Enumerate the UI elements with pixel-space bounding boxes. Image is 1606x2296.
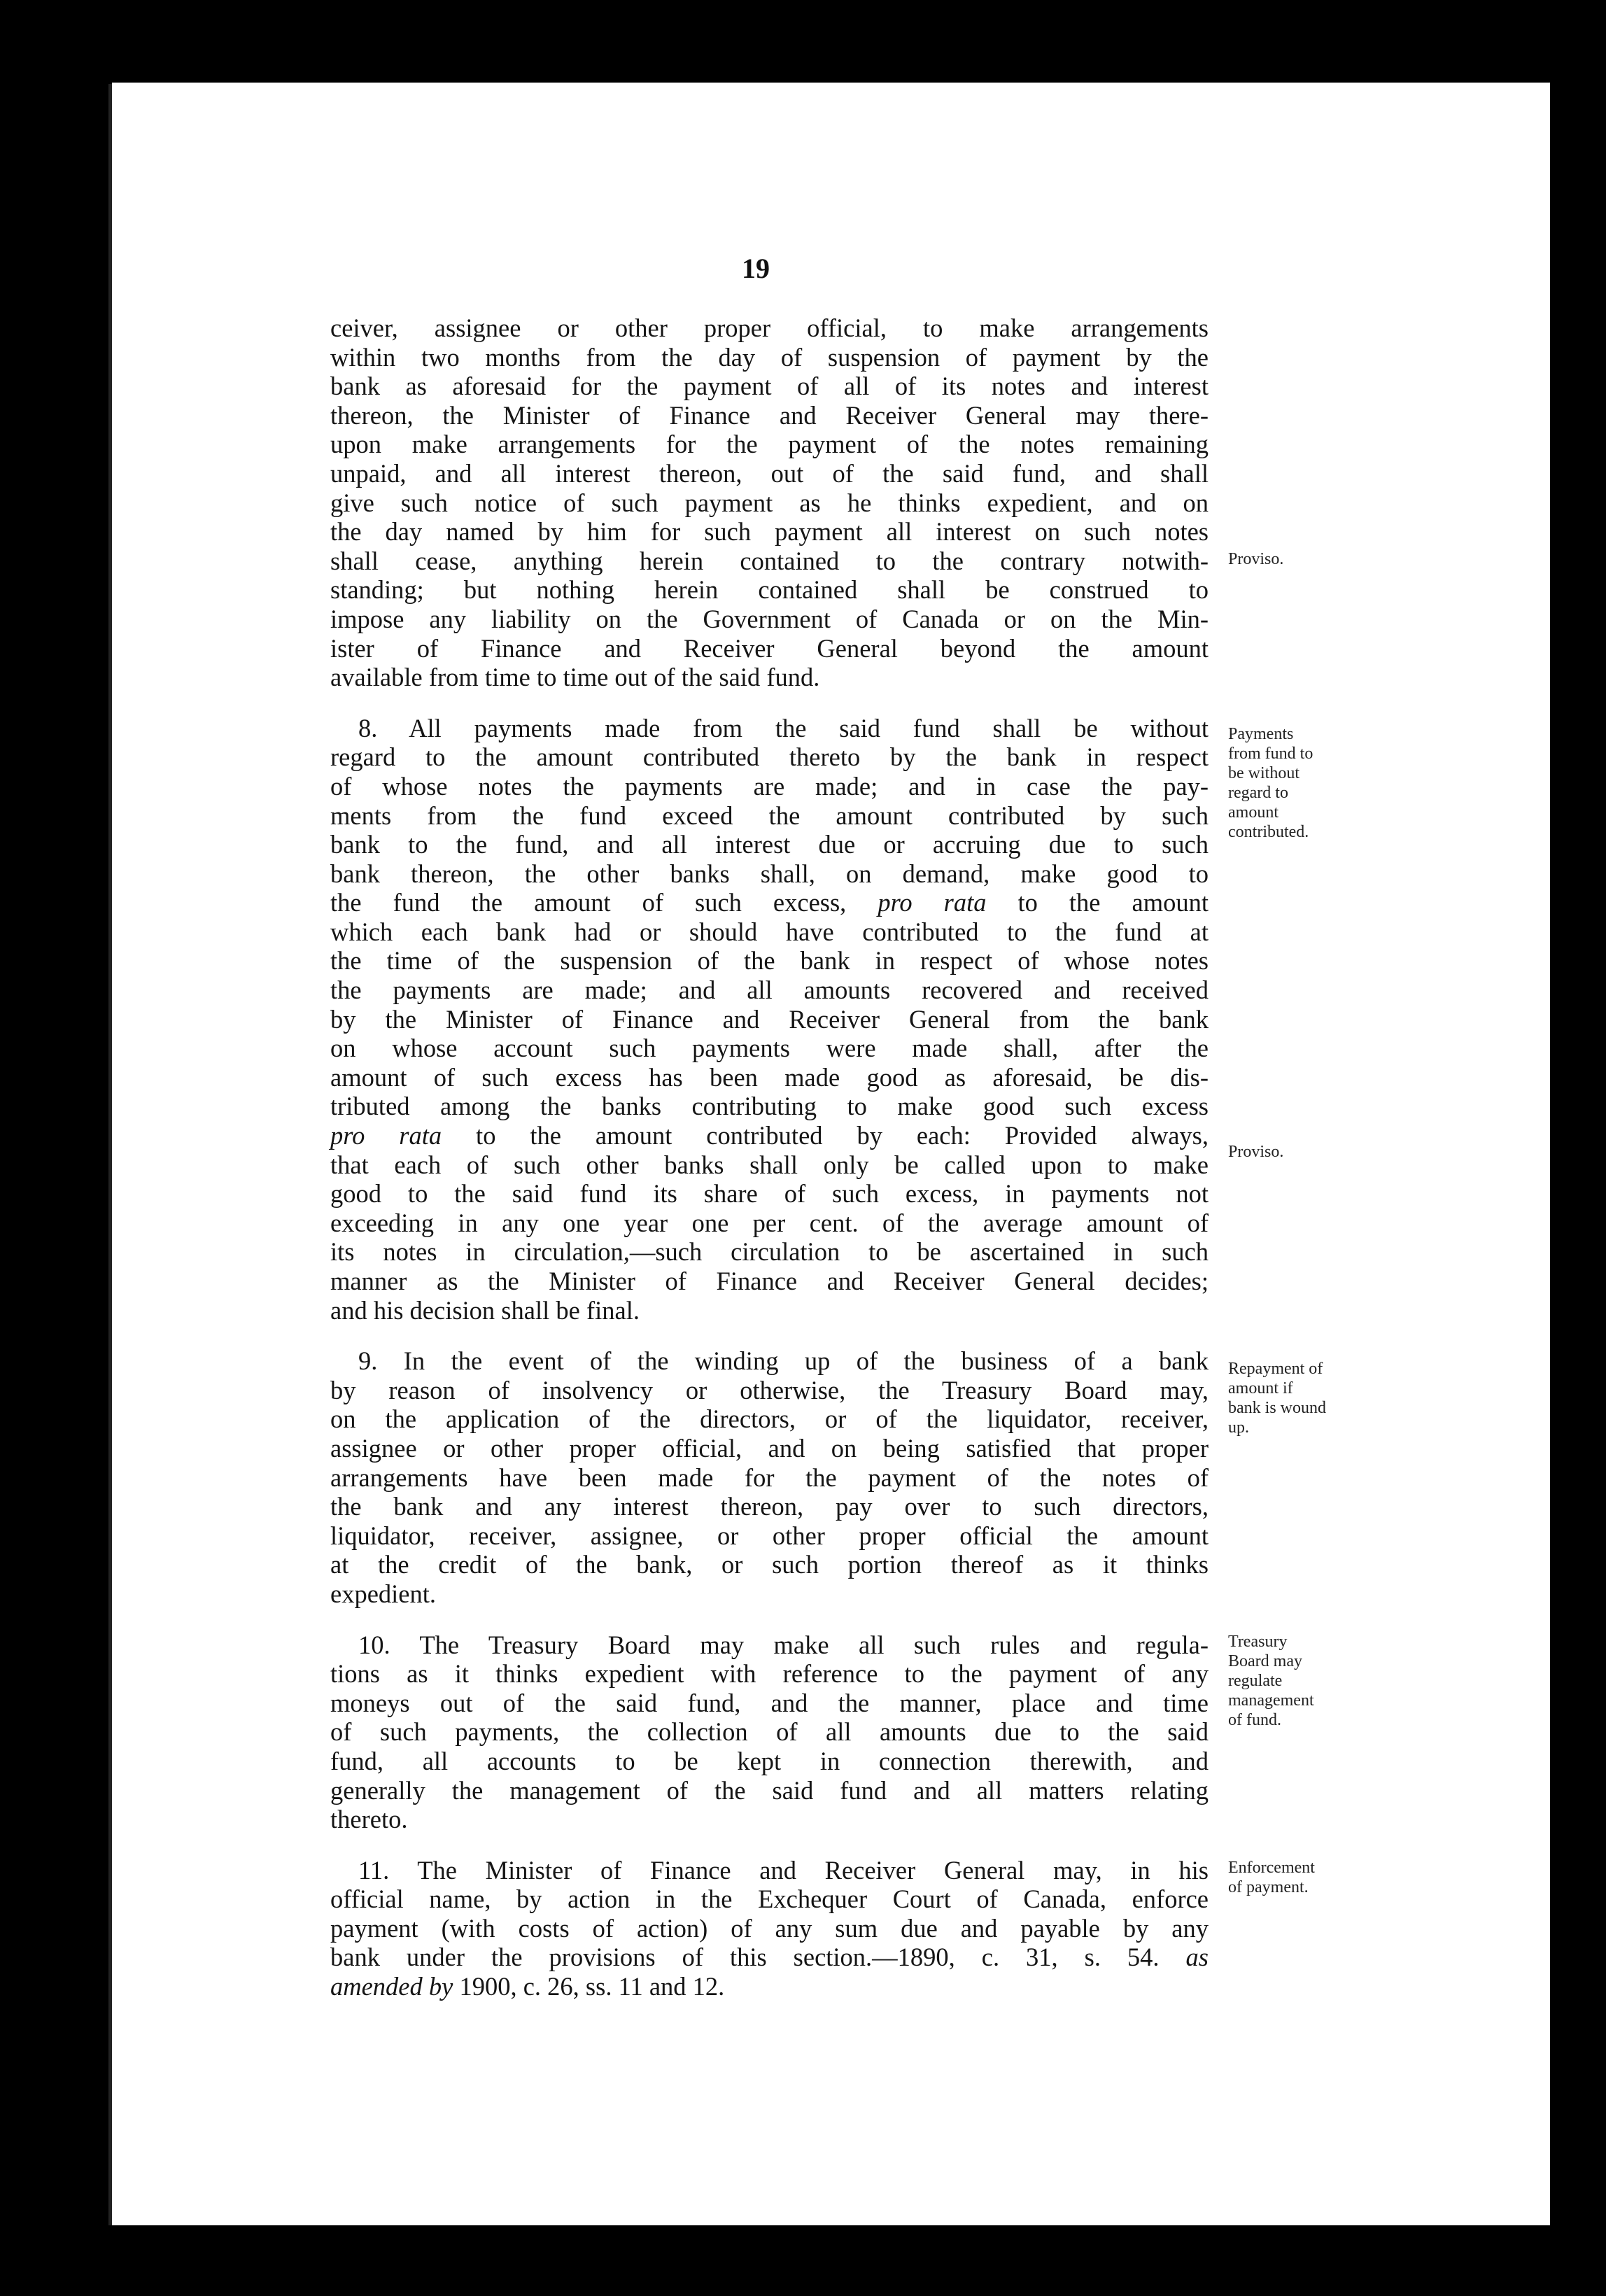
- paragraph-section-8: [330, 714, 1209, 1325]
- text-line: of such payments, the collection of all amounts due to the said: [330, 1717, 1209, 1747]
- margin-note-line: amount: [1228, 803, 1279, 822]
- text-line: the fund the amount of such excess, pro rata to the amount: [330, 888, 1209, 917]
- text-line: by reason of insolvency or otherwise, the Treasury Board may,: [330, 1375, 1209, 1404]
- text-line: impose any liability on the Government of Canada or on the Min-: [330, 604, 1209, 633]
- text-line: the day named by him for such payment all interest on such notes: [330, 517, 1209, 547]
- text-line: exceeding in any one year one per cent. of the average amount of: [330, 1208, 1209, 1237]
- margin-note-line: Repayment of: [1228, 1360, 1323, 1378]
- margin-note-line: Proviso.: [1228, 550, 1284, 568]
- paragraph-section-11: [330, 1856, 1209, 2001]
- text-line: official name, by action in the Exchequer Court of Canada, enforce: [330, 1885, 1209, 1914]
- text-line: bank to the fund, and all interest due or accruing due to such: [330, 830, 1209, 859]
- margin-note-enforcement: [1228, 1858, 1396, 1897]
- text-line: which each bank had or should have contributed to the fund at: [330, 917, 1209, 946]
- text-line: bank as aforesaid for the payment of all of its notes and interest: [330, 372, 1209, 401]
- text-line: assignee or other proper official, and on being satisfied that proper: [330, 1433, 1209, 1463]
- margin-note-line: contributed.: [1228, 823, 1309, 841]
- text-line: thereto.: [330, 1805, 408, 1834]
- text-line: 8. All payments made from the said fund shall be without: [358, 713, 1209, 742]
- text-line: regard to the amount contributed thereto by the bank in respect: [330, 742, 1209, 772]
- text-line: 11. The Minister of Finance and Receiver General may, in his: [358, 1855, 1209, 1885]
- text-line: tributed among the banks contributing to make good such excess: [330, 1092, 1209, 1121]
- text-line: give such notice of such payment as he thinks expedient, and on: [330, 488, 1209, 517]
- text-line: payment (with costs of action) of any sum due and payable by any: [330, 1913, 1209, 1943]
- page-number: 19: [742, 253, 770, 284]
- text-line: its notes in circulation,—such circulation to be ascertained in such: [330, 1237, 1209, 1267]
- margin-note-line: Board may: [1228, 1652, 1302, 1670]
- statute-body: [330, 314, 1209, 2023]
- text-line: manner as the Minister of Finance and Receiver General decides;: [330, 1267, 1209, 1295]
- margin-note-treasury-board: [1228, 1632, 1396, 1730]
- text-line: the time of the suspension of the bank in respect of whose notes: [330, 946, 1209, 976]
- text-line: the bank and any interest thereon, pay over to such directors,: [330, 1492, 1209, 1521]
- text-line: on whose account such payments were made shall, after the: [330, 1034, 1209, 1063]
- margin-note-line: regulate: [1228, 1672, 1283, 1690]
- text-line: shall cease, anything herein contained to the contrary notwith-: [330, 546, 1209, 575]
- text-line: 10. The Treasury Board may make all such rules and regula-: [358, 1630, 1209, 1659]
- text-line: 9. In the event of the winding up of the business of a bank: [358, 1346, 1209, 1376]
- text-line: arrangements have been made for the payment of the notes of: [330, 1463, 1209, 1492]
- text-line: pro rata to the amount contributed by each: Provided always,: [330, 1121, 1209, 1150]
- text-line: amended by 1900, c. 26, ss. 11 and 12.: [330, 1972, 725, 2001]
- text-line: available from time to time out of the said fund.: [330, 663, 820, 692]
- margin-note-line: of fund.: [1228, 1711, 1281, 1729]
- margin-note-line: from fund to: [1228, 745, 1313, 763]
- margin-note-line: Treasury: [1228, 1633, 1288, 1651]
- margin-note-payments: [1228, 724, 1396, 842]
- text-line: on the application of the directors, or of the liquidator, receiver,: [330, 1404, 1209, 1434]
- margin-note-proviso: [1228, 549, 1396, 569]
- text-line: amount of such excess has been made good as aforesaid, be dis-: [330, 1062, 1209, 1092]
- text-line: moneys out of the said fund, and the manner, place and time: [330, 1688, 1209, 1717]
- text-line: expedient.: [330, 1579, 437, 1608]
- margin-note-line: be without: [1228, 764, 1299, 782]
- margin-note-proviso-2: [1228, 1142, 1396, 1162]
- margin-note-line: management: [1228, 1691, 1314, 1710]
- text-line: of whose notes the payments are made; and in case the pay-: [330, 771, 1209, 801]
- text-line: and his decision shall be final.: [330, 1295, 640, 1325]
- text-line: good to the said fund its share of such excess, in payments not: [330, 1179, 1209, 1209]
- margin-note-line: regard to: [1228, 784, 1288, 802]
- text-line: ceiver, assignee or other proper official, to make arrangements: [330, 314, 1209, 342]
- text-line: unpaid, and all interest thereon, out of the said fund, and shall: [330, 458, 1209, 488]
- text-line: bank under the provisions of this section.—1890, c. 31, s. 54. as: [330, 1943, 1209, 1972]
- margin-note-line: of payment.: [1228, 1878, 1309, 1896]
- text-line: generally the management of the said fund and all matters relating: [330, 1775, 1209, 1805]
- text-line: bank thereon, the other banks shall, on demand, make good to: [330, 859, 1209, 888]
- text-line: at the credit of the bank, or such portion thereof as it thinks: [330, 1550, 1209, 1579]
- paragraph-section-10: [330, 1631, 1209, 1834]
- text-line: upon make arrangements for the payment of the notes remaining: [330, 430, 1209, 459]
- margin-note-line: Payments: [1228, 725, 1294, 743]
- margin-note-line: up.: [1228, 1418, 1249, 1437]
- text-line: that each of such other banks shall only be called upon to make: [330, 1150, 1209, 1179]
- paragraph-section-9: [330, 1346, 1209, 1608]
- text-line: tions as it thinks expedient with reference to the payment of any: [330, 1659, 1209, 1689]
- text-line: standing; but nothing herein contained shall be construed to: [330, 575, 1209, 605]
- margin-note-line: amount if: [1228, 1379, 1293, 1397]
- text-line: ments from the fund exceed the amount contributed by such: [330, 801, 1209, 830]
- text-line: the payments are made; and all amounts recovered and received: [330, 976, 1209, 1005]
- text-line: fund, all accounts to be kept in connection therewith, and: [330, 1746, 1209, 1775]
- text-line: ister of Finance and Receiver General beyond the amount: [330, 633, 1209, 663]
- paragraph-continuation: [330, 314, 1209, 692]
- margin-note-repayment: [1228, 1359, 1396, 1437]
- margin-note-line: Enforcement: [1228, 1859, 1315, 1877]
- text-line: liquidator, receiver, assignee, or other proper official the amount: [330, 1521, 1209, 1550]
- text-line: by the Minister of Finance and Receiver General from the bank: [330, 1004, 1209, 1034]
- margin-note-line: bank is wound: [1228, 1399, 1326, 1417]
- text-line: thereon, the Minister of Finance and Receiver General may there-: [330, 400, 1209, 430]
- margin-note-line: Proviso.: [1228, 1143, 1284, 1161]
- text-line: within two months from the day of suspension of payment by the: [330, 342, 1209, 372]
